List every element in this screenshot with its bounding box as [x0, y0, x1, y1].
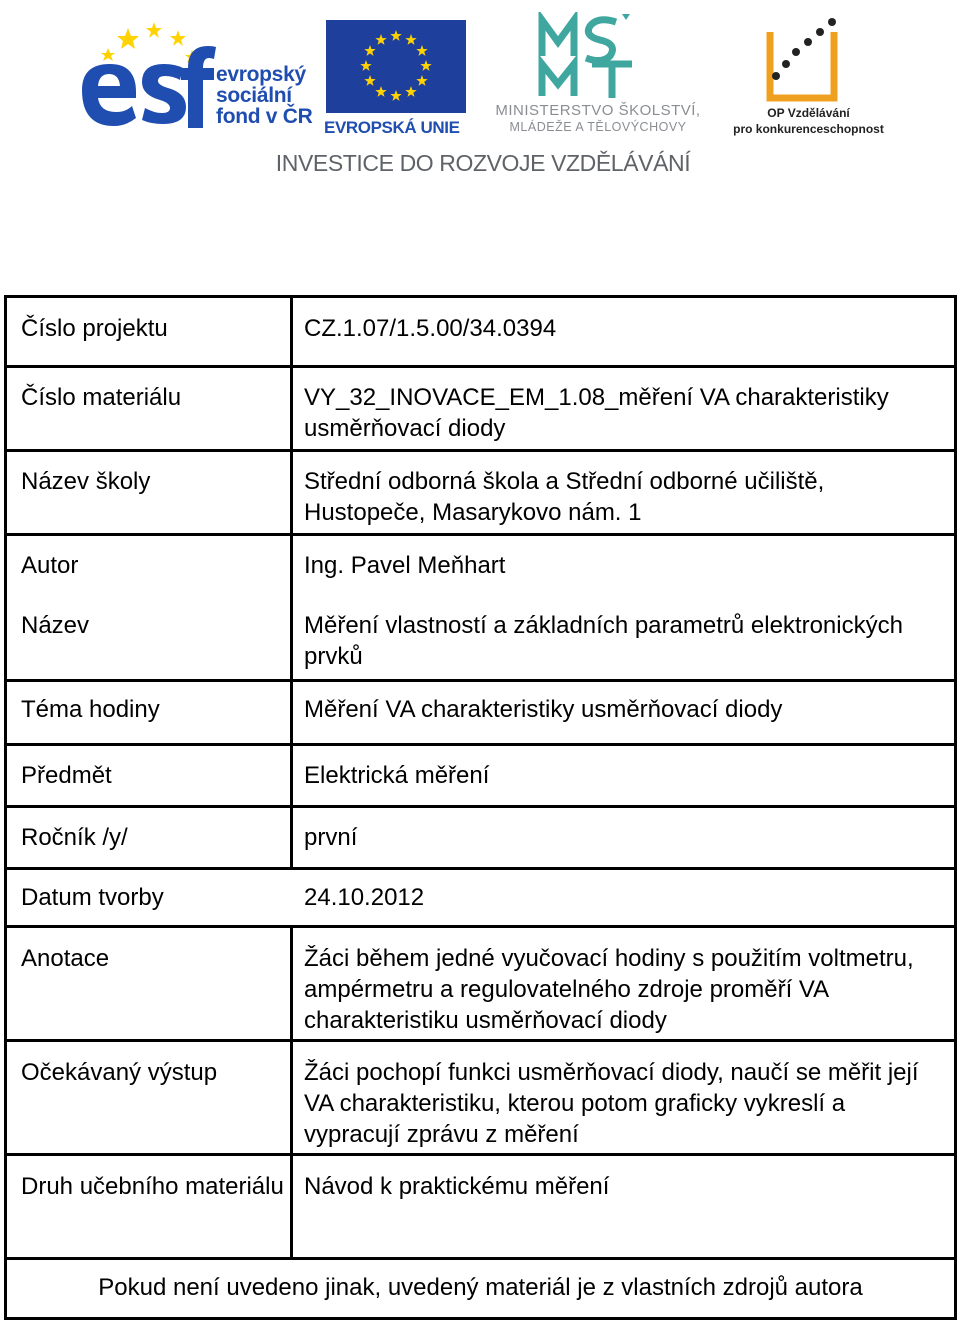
table-row — [7, 870, 954, 928]
project-info-table — [4, 295, 957, 1320]
eu-star-icon — [360, 60, 371, 71]
eu-star-icon — [420, 60, 431, 71]
row-label: Ročník /y/ — [21, 824, 128, 851]
table-row — [7, 298, 954, 368]
table-row — [7, 682, 954, 746]
eu-star-icon — [390, 90, 401, 101]
row-label: Autor — [21, 552, 79, 579]
investment-tagline: INVESTICE DO ROZVOJE VZDĚLÁVÁNÍ — [275, 150, 691, 176]
op-mark-icon — [762, 14, 846, 104]
msmt-line1: MINISTERSTVO ŠKOLSTVÍ, — [495, 102, 701, 119]
table-row — [7, 536, 954, 596]
row-label: Datum tvorby — [21, 884, 164, 911]
row-label: Očekávaný výstup — [21, 1059, 218, 1086]
esf-line3: fond v ČR — [216, 105, 313, 128]
table-row — [7, 368, 954, 452]
row-label: Anotace — [21, 945, 110, 972]
row-label: Číslo projektu — [21, 315, 168, 342]
op-logo — [726, 14, 891, 144]
op-line1: OP Vzdělávání — [767, 106, 850, 120]
row-label: Název — [21, 612, 90, 639]
row-label: Předmět — [21, 762, 112, 789]
table-row — [7, 1042, 954, 1156]
esf-logo-text — [216, 64, 312, 127]
eu-flag-icon — [326, 20, 466, 113]
eu-star-icon — [364, 75, 375, 86]
row-value: Žáci pochopí funkci usměrňovací diody, naučí se měřit její VA charakteristiku, kterou potom graficky vykreslí a vypracují zprávu z měření — [304, 1059, 919, 1148]
eu-star-icon — [364, 45, 375, 56]
table-row — [7, 452, 954, 536]
footer-row — [7, 1260, 954, 1320]
msmt-mark-icon — [534, 12, 654, 102]
msmt-logo — [478, 12, 718, 142]
eu-star-icon — [416, 45, 427, 56]
eu-star-icon — [405, 34, 416, 45]
table-row — [7, 596, 954, 682]
eu-stars-icon — [326, 20, 466, 113]
esf-mark-icon — [76, 20, 216, 140]
row-label: Číslo materiálu — [21, 384, 182, 411]
row-value: Žáci během jedné vyučovací hodiny s použitím voltmetru, ampérmetru a regulovatelného zdroje proměří VA charakteristiku usměrňovací diody — [304, 945, 914, 1034]
table-row — [7, 808, 954, 870]
eu-caption: EVROPSKÁ UNIE — [324, 118, 460, 137]
esf-line2: sociální — [216, 84, 292, 107]
eu-star-icon — [416, 75, 427, 86]
logo-banner — [58, 0, 908, 192]
table-row — [7, 746, 954, 808]
table-row — [7, 1156, 954, 1260]
eu-star-icon — [375, 86, 386, 97]
eu-star-icon — [375, 34, 386, 45]
esf-logo — [76, 20, 321, 140]
table-row — [7, 928, 954, 1042]
eu-star-icon — [405, 86, 416, 97]
row-value: první — [304, 824, 358, 851]
row-label: Téma hodiny — [21, 696, 160, 723]
row-value: Střední odborná škola a Střední odborné učiliště, Hustopeče, Masarykovo nám. 1 — [304, 468, 825, 526]
eu-star-icon — [390, 30, 401, 41]
row-value: 24.10.2012 — [304, 884, 425, 911]
row-value: Ing. Pavel Meňhart — [304, 552, 506, 579]
footer-note: Pokud není uvedeno jinak, uvedený materiál je z vlastních zdrojů autora — [98, 1274, 863, 1301]
eu-logo — [326, 20, 466, 140]
row-value: Návod k praktickému měření — [304, 1173, 610, 1200]
msmt-line2: MLÁDEŽE A TĚLOVÝCHOVY — [509, 120, 687, 134]
row-label: Název školy — [21, 468, 151, 495]
row-label: Druh učebního materiálu — [21, 1173, 284, 1200]
row-value: Elektrická měření — [304, 762, 490, 789]
row-value: CZ.1.07/1.5.00/34.0394 — [304, 315, 557, 342]
row-value: Měření vlastností a základních parametrů elektronických prvků — [304, 612, 903, 670]
esf-line1: evropský — [216, 63, 306, 86]
op-line2: pro konkurenceschopnost — [733, 122, 884, 136]
row-value: Měření VA charakteristiky usměrňovací diody — [304, 696, 783, 723]
row-value: VY_32_INOVACE_EM_1.08_měření VA charakteristiky usměrňovací diody — [304, 384, 889, 442]
